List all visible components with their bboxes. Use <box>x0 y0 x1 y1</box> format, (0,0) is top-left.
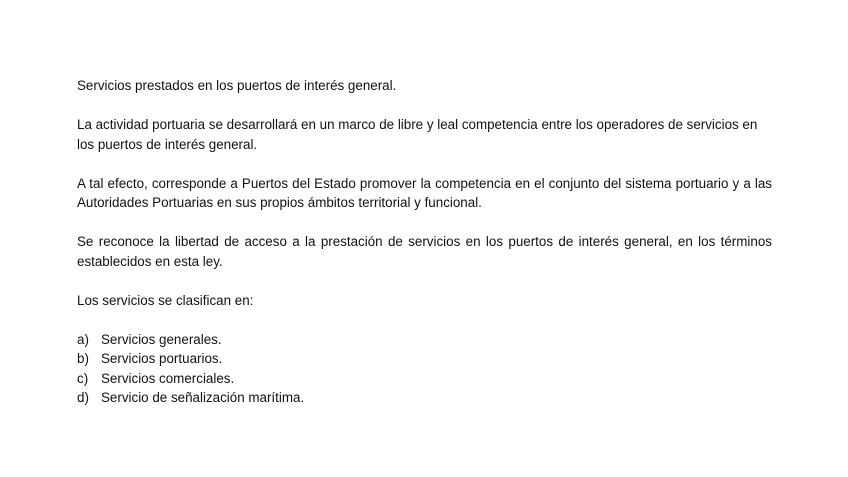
list-item <box>77 388 772 408</box>
services-list <box>77 330 772 408</box>
list-item <box>77 330 772 350</box>
paragraph-access-freedom: Se reconoce la libertad de acceso a la prestación de servicios en los puertos de interés general, en los términos establecidos en esta ley. <box>77 234 772 269</box>
list-marker: c) <box>77 370 89 386</box>
list-item-text: Servicios generales. <box>101 331 222 347</box>
paragraph-classification-intro: Los servicios se clasifican en: <box>77 292 254 308</box>
document-heading: Servicios prestados en los puertos de interés general. <box>77 78 397 93</box>
document-body <box>77 76 772 408</box>
list-item <box>77 349 772 369</box>
list-item-text: Servicios portuarios. <box>101 351 223 366</box>
list-marker: b) <box>77 351 89 366</box>
paragraph-free-competition: La actividad portuaria se desarrollará en un marco de libre y leal competencia entre los operadores de servicios en los puertos de interés general. <box>77 117 758 152</box>
list-marker: d) <box>77 390 89 405</box>
list-item-text: Servicio de señalización marítima. <box>101 390 305 405</box>
list-item-text: Servicios comerciales. <box>101 370 235 386</box>
paragraph-competition-promotion: A tal efecto, corresponde a Puertos del Estado promover la competencia en el conjunto del sistema portuario y a las Autoridades Portuarias en sus propios ámbitos territorial y funcional. <box>77 175 772 210</box>
list-marker: a) <box>77 331 89 347</box>
list-item <box>77 369 772 389</box>
